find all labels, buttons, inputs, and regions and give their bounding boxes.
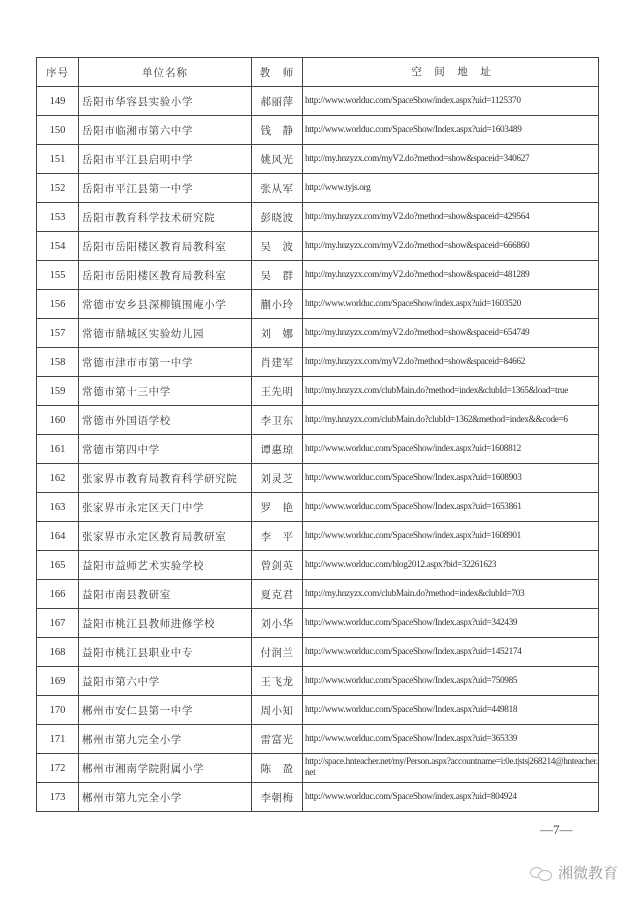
table-row [37,522,599,551]
space-url-link[interactable]: http://www.worlduc.com/SpaceShow/Index.aspx?uid=1653861 [303,493,599,522]
unit-name: 郴州市第九完全小学 [79,725,252,754]
unit-name: 益阳市益师艺术实验学校 [79,551,252,580]
teacher-name: 王飞龙 [252,667,303,696]
space-url-link[interactable]: http://my.hnzyzx.com/myV2.do?method=show&spaceid=666860 [303,232,599,261]
unit-name: 岳阳市岳阳楼区教育局教科室 [79,232,252,261]
teacher-space-table [36,57,599,812]
unit-name: 益阳市第六中学 [79,667,252,696]
table-row [37,261,599,290]
serial-number: 153 [37,203,79,232]
serial-number: 167 [37,609,79,638]
serial-number: 156 [37,290,79,319]
teacher-name: 吴 波 [252,232,303,261]
header-space-url: 空 间 地 址 [303,58,599,87]
space-url-link[interactable]: http://www.tyjs.org [303,174,599,203]
space-url-link[interactable]: http://my.hnzyzx.com/myV2.do?method=show&spaceid=340627 [303,145,599,174]
unit-name: 岳阳市教育科学技术研究院 [79,203,252,232]
serial-number: 152 [37,174,79,203]
space-url-link[interactable]: http://www.worlduc.com/blog2012.aspx?bid=32261623 [303,551,599,580]
watermark-text: 湘微教育 [558,864,619,882]
serial-number: 149 [37,87,79,116]
space-url-link[interactable]: http://my.hnzyzx.com/myV2.do?method=show&spaceid=654749 [303,319,599,348]
table-row [37,203,599,232]
header-teacher: 教 师 [252,58,303,87]
teacher-name: 刘 娜 [252,319,303,348]
unit-name: 张家界市永定区教育局教研室 [79,522,252,551]
teacher-name: 陈 盈 [252,754,303,783]
unit-name: 岳阳市平江县启明中学 [79,145,252,174]
serial-number: 170 [37,696,79,725]
unit-name: 常德市第十三中学 [79,377,252,406]
space-url-link[interactable]: http://www.worlduc.com/SpaceShow/Index.aspx?uid=342439 [303,609,599,638]
unit-name: 郴州市湘南学院附属小学 [79,754,252,783]
serial-number: 163 [37,493,79,522]
table-row [37,348,599,377]
table-row [37,696,599,725]
teacher-name: 付润兰 [252,638,303,667]
table-row [37,493,599,522]
table-row [37,551,599,580]
unit-name: 张家界市教育局教育科学研究院 [79,464,252,493]
table-row [37,290,599,319]
table-row [37,667,599,696]
space-url-link[interactable]: http://www.worlduc.com/SpaceShow/index.aspx?uid=1125370 [303,87,599,116]
teacher-name: 钱 静 [252,116,303,145]
unit-name: 常德市外国语学校 [79,406,252,435]
unit-name: 岳阳市临湘市第六中学 [79,116,252,145]
table-row [37,783,599,812]
serial-number: 173 [37,783,79,812]
serial-number: 161 [37,435,79,464]
table-row [37,87,599,116]
table-row [37,145,599,174]
serial-number: 169 [37,667,79,696]
serial-number: 164 [37,522,79,551]
serial-number: 168 [37,638,79,667]
table-row [37,319,599,348]
space-url-link[interactable]: http://www.worlduc.com/SpaceShow/index.aspx?uid=1608812 [303,435,599,464]
table-row [37,609,599,638]
unit-name: 常德市津市市第一中学 [79,348,252,377]
table-row [37,377,599,406]
space-url-link[interactable]: http://www.worlduc.com/SpaceShow/Index.aspx?uid=365339 [303,725,599,754]
teacher-name: 吴 群 [252,261,303,290]
teacher-name: 李卫东 [252,406,303,435]
teacher-name: 雷富光 [252,725,303,754]
space-url-link[interactable]: http://my.hnzyzx.com/clubMain.do?clubId=1362&method=index&&code=6 [303,406,599,435]
teacher-name: 李 平 [252,522,303,551]
unit-name: 益阳市桃江县职业中专 [79,638,252,667]
teacher-name: 李朝梅 [252,783,303,812]
table-row [37,116,599,145]
teacher-name: 罗 艳 [252,493,303,522]
serial-number: 166 [37,580,79,609]
table-body [37,87,599,812]
serial-number: 158 [37,348,79,377]
table-row [37,232,599,261]
table-row [37,435,599,464]
serial-number: 155 [37,261,79,290]
teacher-name: 彭晓波 [252,203,303,232]
serial-number: 150 [37,116,79,145]
space-url-link[interactable]: http://www.worlduc.com/SpaceShow/index.aspx?uid=1603520 [303,290,599,319]
unit-name: 郴州市第九完全小学 [79,783,252,812]
watermark [530,862,618,883]
space-url-link[interactable]: http://www.worlduc.com/SpaceShow/Index.aspx?uid=1608903 [303,464,599,493]
header-unit-name: 单位名称 [79,58,252,87]
teacher-name: 郝丽萍 [252,87,303,116]
header-serial-number: 序号 [37,58,79,87]
space-url-link[interactable]: http://www.worlduc.com/SpaceShow/index.aspx?uid=1608901 [303,522,599,551]
wechat-icon [530,866,552,880]
space-url-link[interactable]: http://my.hnzyzx.com/myV2.do?method=show&spaceid=481289 [303,261,599,290]
unit-name: 常德市第四中学 [79,435,252,464]
table-row [37,725,599,754]
teacher-name: 周小知 [252,696,303,725]
serial-number: 162 [37,464,79,493]
teacher-name: 姚风光 [252,145,303,174]
space-url-link[interactable]: http://www.worlduc.com/SpaceShow/Index.aspx?uid=750985 [303,667,599,696]
teacher-name: 曾剑英 [252,551,303,580]
serial-number: 159 [37,377,79,406]
unit-name: 常德市鼎城区实验幼儿园 [79,319,252,348]
space-url-link[interactable]: http://space.hnteacher.net/my/Person.aspx?accountname=i:0e.t|sts|268214@hnteacher.net [303,754,599,783]
table-row [37,406,599,435]
unit-name: 张家界市永定区天门中学 [79,493,252,522]
table-header-row [37,58,599,87]
table-row [37,580,599,609]
space-url-link[interactable]: http://www.worlduc.com/SpaceShow/Index.aspx?uid=1603489 [303,116,599,145]
teacher-name: 王先明 [252,377,303,406]
teacher-name: 张从军 [252,174,303,203]
table-row [37,464,599,493]
space-url-link[interactable]: http://www.worlduc.com/SpaceShow/index.aspx?uid=804924 [303,783,599,812]
teacher-name: 刘小华 [252,609,303,638]
serial-number: 151 [37,145,79,174]
unit-name: 常德市安乡县深柳镇围庵小学 [79,290,252,319]
unit-name: 岳阳市华容县实验小学 [79,87,252,116]
table-row [37,754,599,783]
space-url-link[interactable]: http://my.hnzyzx.com/clubMain.do?method=index&clubId=1365&load=true [303,377,599,406]
unit-name: 郴州市安仁县第一中学 [79,696,252,725]
space-url-link[interactable]: http://www.worlduc.com/SpaceShow/Index.aspx?uid=449818 [303,696,599,725]
table-row [37,174,599,203]
unit-name: 益阳市桃江县教师进修学校 [79,609,252,638]
serial-number: 165 [37,551,79,580]
page-number: —7— [540,822,573,837]
serial-number: 160 [37,406,79,435]
space-url-link[interactable]: http://my.hnzyzx.com/myV2.do?method=show&spaceid=84662 [303,348,599,377]
space-url-link[interactable]: http://my.hnzyzx.com/clubMain.do?method=index&clubId=703 [303,580,599,609]
teacher-name: 刘灵芝 [252,464,303,493]
space-url-link[interactable]: http://my.hnzyzx.com/myV2.do?method=show&spaceid=429564 [303,203,599,232]
table-row [37,638,599,667]
unit-name: 岳阳市岳阳楼区教育局教科室 [79,261,252,290]
teacher-name: 夏克君 [252,580,303,609]
teacher-name: 蒯小玲 [252,290,303,319]
teacher-name: 肖建军 [252,348,303,377]
serial-number: 154 [37,232,79,261]
space-url-link[interactable]: http://www.worlduc.com/SpaceShow/Index.aspx?uid=1452174 [303,638,599,667]
teacher-name: 谭惠琼 [252,435,303,464]
unit-name: 岳阳市平江县第一中学 [79,174,252,203]
serial-number: 157 [37,319,79,348]
serial-number: 172 [37,754,79,783]
serial-number: 171 [37,725,79,754]
unit-name: 益阳市南县教研室 [79,580,252,609]
